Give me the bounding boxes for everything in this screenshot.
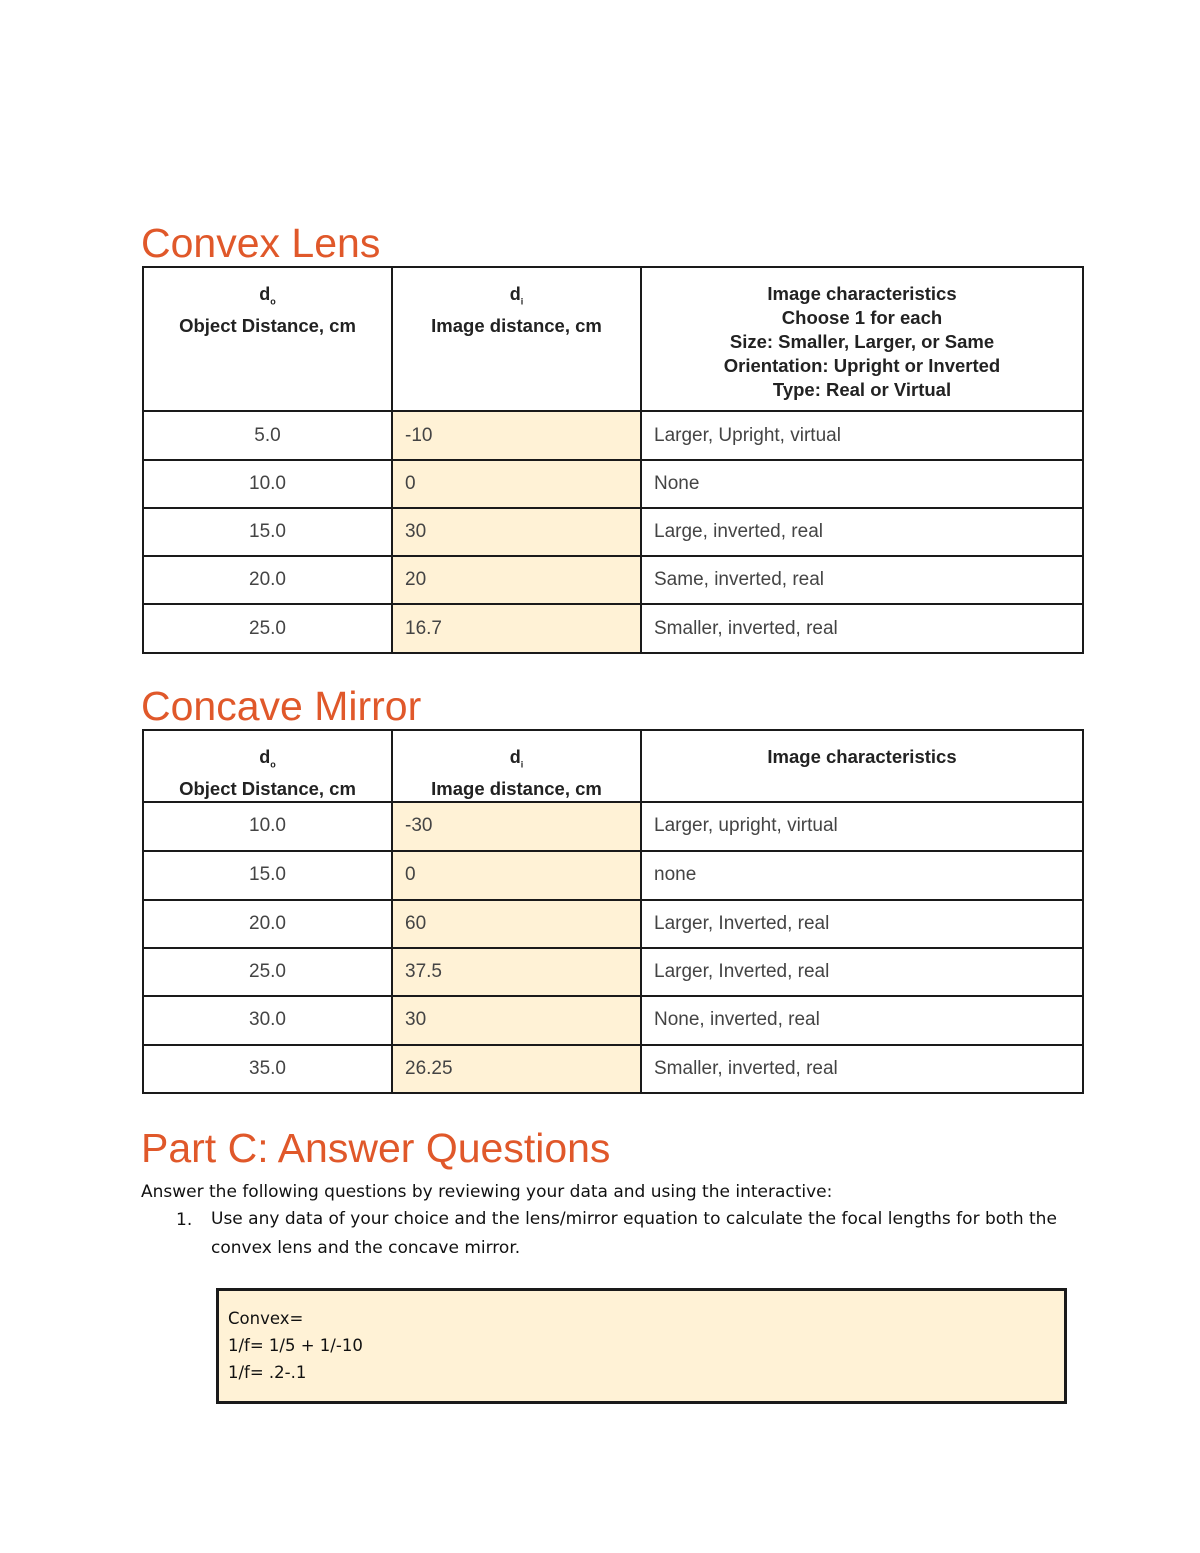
table-row [143,508,1083,556]
question-number: 1. [176,1210,193,1230]
image-distance-cell[interactable]: 37.5 [392,948,641,996]
table-row [143,460,1083,508]
image-characteristics-cell[interactable]: none [641,851,1083,900]
image-characteristics-cell[interactable]: Smaller, inverted, real [641,604,1083,653]
table-row [143,556,1083,604]
object-distance-cell: 35.0 [143,1045,392,1093]
image-distance-cell[interactable]: 20 [392,556,641,604]
table-row [143,948,1083,996]
concave-mirror-table [142,729,1084,1094]
image-distance-cell[interactable]: 26.25 [392,1045,641,1093]
object-distance-cell: 10.0 [143,802,392,851]
image-characteristics-cell[interactable]: Larger, Inverted, real [641,900,1083,948]
table-row [143,996,1083,1045]
object-distance-cell: 10.0 [143,460,392,508]
object-distance-cell: 20.0 [143,900,392,948]
instructions-text: Answer the following questions by reviewing your data and using the interactive: [141,1182,833,1202]
table-row [143,604,1083,653]
object-distance-cell: 15.0 [143,851,392,900]
table-row [143,1045,1083,1093]
image-characteristics-cell[interactable]: Larger, Upright, virtual [641,411,1083,460]
table-header-row [143,267,1083,411]
object-distance-cell: 15.0 [143,508,392,556]
header-image-distance: $d_i$ Image distance, cm [392,267,641,411]
image-distance-cell[interactable]: 30 [392,508,641,556]
image-distance-cell[interactable]: 30 [392,996,641,1045]
table-row [143,900,1083,948]
table-header-row [143,730,1083,802]
header-image-characteristics: Image characteristics [641,730,1083,802]
header-object-distance: $d_o$ Object Distance, cm [143,267,392,411]
image-distance-cell[interactable]: 0 [392,851,641,900]
table-row [143,851,1083,900]
image-distance-cell[interactable]: 60 [392,900,641,948]
object-distance-cell: 25.0 [143,948,392,996]
object-distance-cell: 5.0 [143,411,392,460]
table-row [143,802,1083,851]
header-image-characteristics: Image characteristics Choose 1 for each Size: Smaller, Larger, or Same Orientation: Upright or Inverted Type: Real or Virtual [641,267,1083,411]
image-distance-cell[interactable]: 16.7 [392,604,641,653]
object-distance-cell: 20.0 [143,556,392,604]
image-characteristics-cell[interactable]: Smaller, inverted, real [641,1045,1083,1093]
convex-lens-table [142,266,1084,654]
table-row [143,411,1083,460]
convex-lens-heading: Convex Lens [141,220,381,266]
answer-line: Convex= [228,1309,304,1328]
object-distance-cell: 25.0 [143,604,392,653]
image-characteristics-cell[interactable]: Same, inverted, real [641,556,1083,604]
answer-line: 1/f= 1/5 + 1/-10 [228,1336,363,1355]
answer-box[interactable] [216,1288,1067,1404]
image-distance-cell[interactable]: 0 [392,460,641,508]
image-distance-cell[interactable]: -30 [392,802,641,851]
image-characteristics-cell[interactable]: Larger, Inverted, real [641,948,1083,996]
image-characteristics-cell[interactable]: None [641,460,1083,508]
image-characteristics-cell[interactable]: Larger, upright, virtual [641,802,1083,851]
image-characteristics-cell[interactable]: None, inverted, real [641,996,1083,1045]
object-distance-cell: 30.0 [143,996,392,1045]
image-distance-cell[interactable]: -10 [392,411,641,460]
part-c-heading: Part C: Answer Questions [141,1125,611,1171]
answer-line: 1/f= .2-.1 [228,1363,307,1382]
image-characteristics-cell[interactable]: Large, inverted, real [641,508,1083,556]
header-image-distance: $d_i$ Image distance, cm [392,730,641,802]
concave-mirror-heading: Concave Mirror [141,683,422,729]
question-text: Use any data of your choice and the lens/mirror equation to calculate the focal lengths for both the convex lens and the concave mirror. [211,1209,1057,1258]
header-object-distance: $d_o$ Object Distance, cm [143,730,392,802]
